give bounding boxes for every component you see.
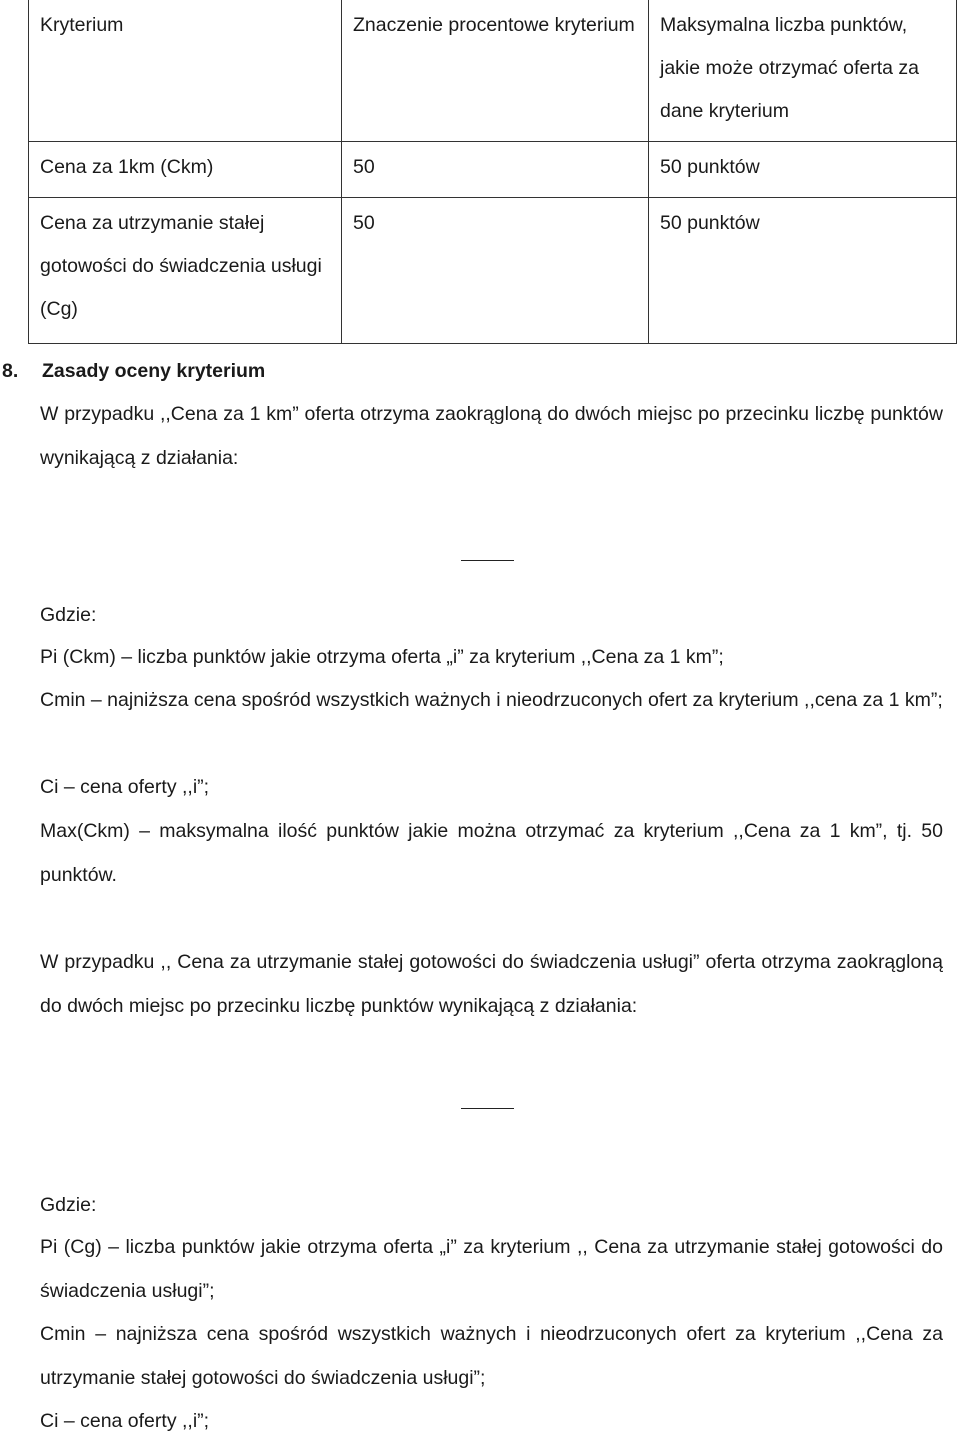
where-label: Gdzie:	[40, 1194, 97, 1216]
header-cell-weight: Znaczenie procentowe kryterium	[342, 0, 649, 142]
definition-cmin-ckm: Cmin – najniższa cena spośród wszystkich ważnych i nieodrzuconych ofert za kryterium ,,cena za 1 km”;	[40, 689, 943, 711]
criteria-table	[28, 0, 957, 344]
formula-fraction-line	[461, 560, 514, 561]
table-cell-weight: 50	[342, 142, 649, 198]
paragraph-cena-1km: W przypadku ,,Cena za 1 km” oferta otrzyma zaokrągloną do dwóch miejsc po przecinku liczbę punktów wynikającą z działania:	[40, 403, 943, 469]
table-row	[29, 142, 957, 198]
where-label: Gdzie:	[40, 604, 97, 626]
definition-ci-ckm: Ci – cena oferty ,,i”;	[40, 776, 210, 798]
header-cell-criterion: Kryterium	[29, 0, 342, 142]
definition-pi-cg: Pi (Cg) – liczba punktów jakie otrzyma oferta „i” za kryterium ,, Cena za utrzymanie stałej gotowości do świadczenia usługi”;	[40, 1236, 943, 1302]
section-title: Zasady oceny kryterium	[42, 360, 266, 382]
formula-fraction-line	[461, 1108, 514, 1109]
definition-ci-cg: Ci – cena oferty ,,i”;	[40, 1410, 210, 1432]
table-cell-criterion: Cena za utrzymanie stałej gotowości do świadczenia usługi (Cg)	[29, 198, 342, 344]
table-row	[29, 198, 957, 344]
paragraph-cena-gotowosci: W przypadku ,, Cena za utrzymanie stałej gotowości do świadczenia usługi” oferta otrzyma zaokrągloną do dwóch miejsc po przecinku liczbę punktów wynikającą z działania:	[40, 951, 943, 1017]
section-number: 8.	[2, 360, 19, 382]
table-cell-criterion: Cena za 1km (Ckm)	[29, 142, 342, 198]
definition-cmin-cg: Cmin – najniższa cena spośród wszystkich ważnych i nieodrzuconych ofert za kryterium ,,Cena za utrzymanie stałej gotowości do świadczenia usługi”;	[40, 1323, 943, 1389]
table-cell-max-points: 50 punktów	[649, 142, 957, 198]
table-header-row	[29, 0, 957, 142]
header-cell-max-points: Maksymalna liczba punktów, jakie może otrzymać oferta za dane kryterium	[649, 0, 957, 142]
table-cell-weight: 50	[342, 198, 649, 344]
section-heading	[0, 352, 265, 390]
definition-max-ckm: Max(Ckm) – maksymalna ilość punktów jakie można otrzymać za kryterium ,,Cena za 1 km”, tj. 50 punktów.	[40, 820, 943, 886]
table-cell-max-points: 50 punktów	[649, 198, 957, 344]
definition-pi-ckm: Pi (Ckm) – liczba punktów jakie otrzyma oferta „i” za kryterium ,,Cena za 1 km”;	[40, 646, 724, 668]
